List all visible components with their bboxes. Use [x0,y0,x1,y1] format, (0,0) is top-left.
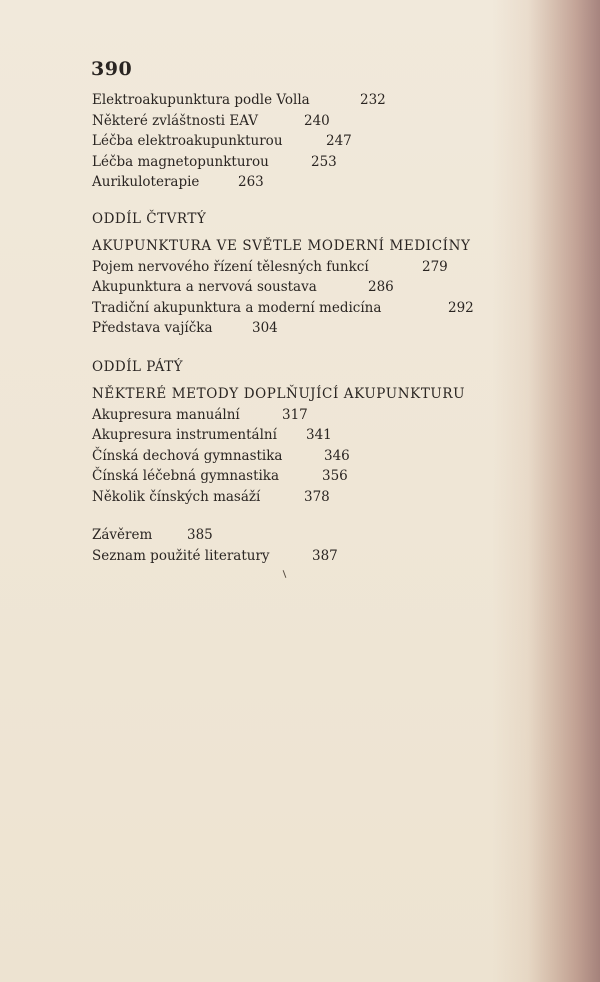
toc-entry-page: 292 [448,299,474,316]
toc-entry-title: Představa vajíčka [92,320,213,336]
toc-entry [92,425,512,446]
section-label: ODDÍL ČTVRTÝ [92,210,207,227]
toc-entry-title: Pojem nervového řízení tělesných funkcí [92,258,369,275]
toc-entry-page: 378 [304,488,330,505]
toc-entry-title: Akupresura manuální [92,406,240,423]
toc-entry [92,152,512,173]
page-number: 390 [91,58,133,80]
toc-entry [92,546,512,567]
toc-entry-page: 286 [368,279,394,295]
toc-entry [92,487,512,508]
toc-entry-page: 304 [252,320,278,336]
toc-entry [92,257,512,278]
toc-entry [92,172,512,193]
toc-entry-title: Závěrem [92,527,153,543]
toc-entry [92,525,512,546]
toc-entry [92,318,512,339]
toc-entry-page: 232 [360,92,386,108]
spacer [92,507,512,525]
table-of-contents [92,90,512,566]
toc-entry-page: 356 [322,468,348,484]
toc-entry-title: Několik čínských masáží [92,488,261,505]
toc-entry-title: Akupresura instrumentální [92,427,277,443]
toc-entry-title: Akupunktura a nervová soustava [92,279,317,295]
toc-entry [92,131,512,152]
toc-entry [92,298,512,319]
toc-entry-page: 279 [422,258,448,275]
section-title: NĚKTERÉ METODY DOPLŇUJÍCÍ AKUPUNKTURU [92,386,466,402]
toc-entry-page: 317 [282,406,308,423]
toc-entry-title: Léčba magnetopunkturou [92,153,269,170]
toc-entry [92,90,512,111]
toc-entry [92,446,512,467]
ink-mark [283,570,287,578]
section-title: AKUPUNKTURA VE SVĚTLE MODERNÍ MEDICÍNY [92,238,471,254]
toc-entry-title: Tradiční akupunktura a moderní medicína [92,299,382,316]
toc-entry [92,111,512,132]
toc-entry-page: 341 [306,427,332,443]
toc-entry-page: 346 [324,447,350,464]
toc-entry-title: Elektroakupunktura podle Volla [92,92,310,108]
toc-entry-title: Čínská dechová gymnastika [92,447,283,464]
toc-entry [92,466,512,487]
toc-entry-page: 247 [326,133,352,149]
toc-entry-page: 263 [238,174,264,190]
toc-entry-page: 387 [312,547,338,564]
section-label: ODDÍL PÁTÝ [92,358,184,375]
toc-entry-page: 385 [187,527,213,543]
toc-entry-title: Seznam použité literatury [92,547,270,564]
toc-entry-title: Některé zvláštnosti EAV [92,112,259,129]
toc-entry-title: Aurikuloterapie [92,174,200,190]
toc-entry [92,405,512,426]
toc-entry-title: Léčba elektroakupunkturou [92,133,283,149]
toc-entry-page: 240 [304,112,330,129]
toc-entry [92,277,512,298]
toc-entry-page: 253 [311,153,337,170]
toc-entry-title: Čínská léčebná gymnastika [92,468,280,484]
